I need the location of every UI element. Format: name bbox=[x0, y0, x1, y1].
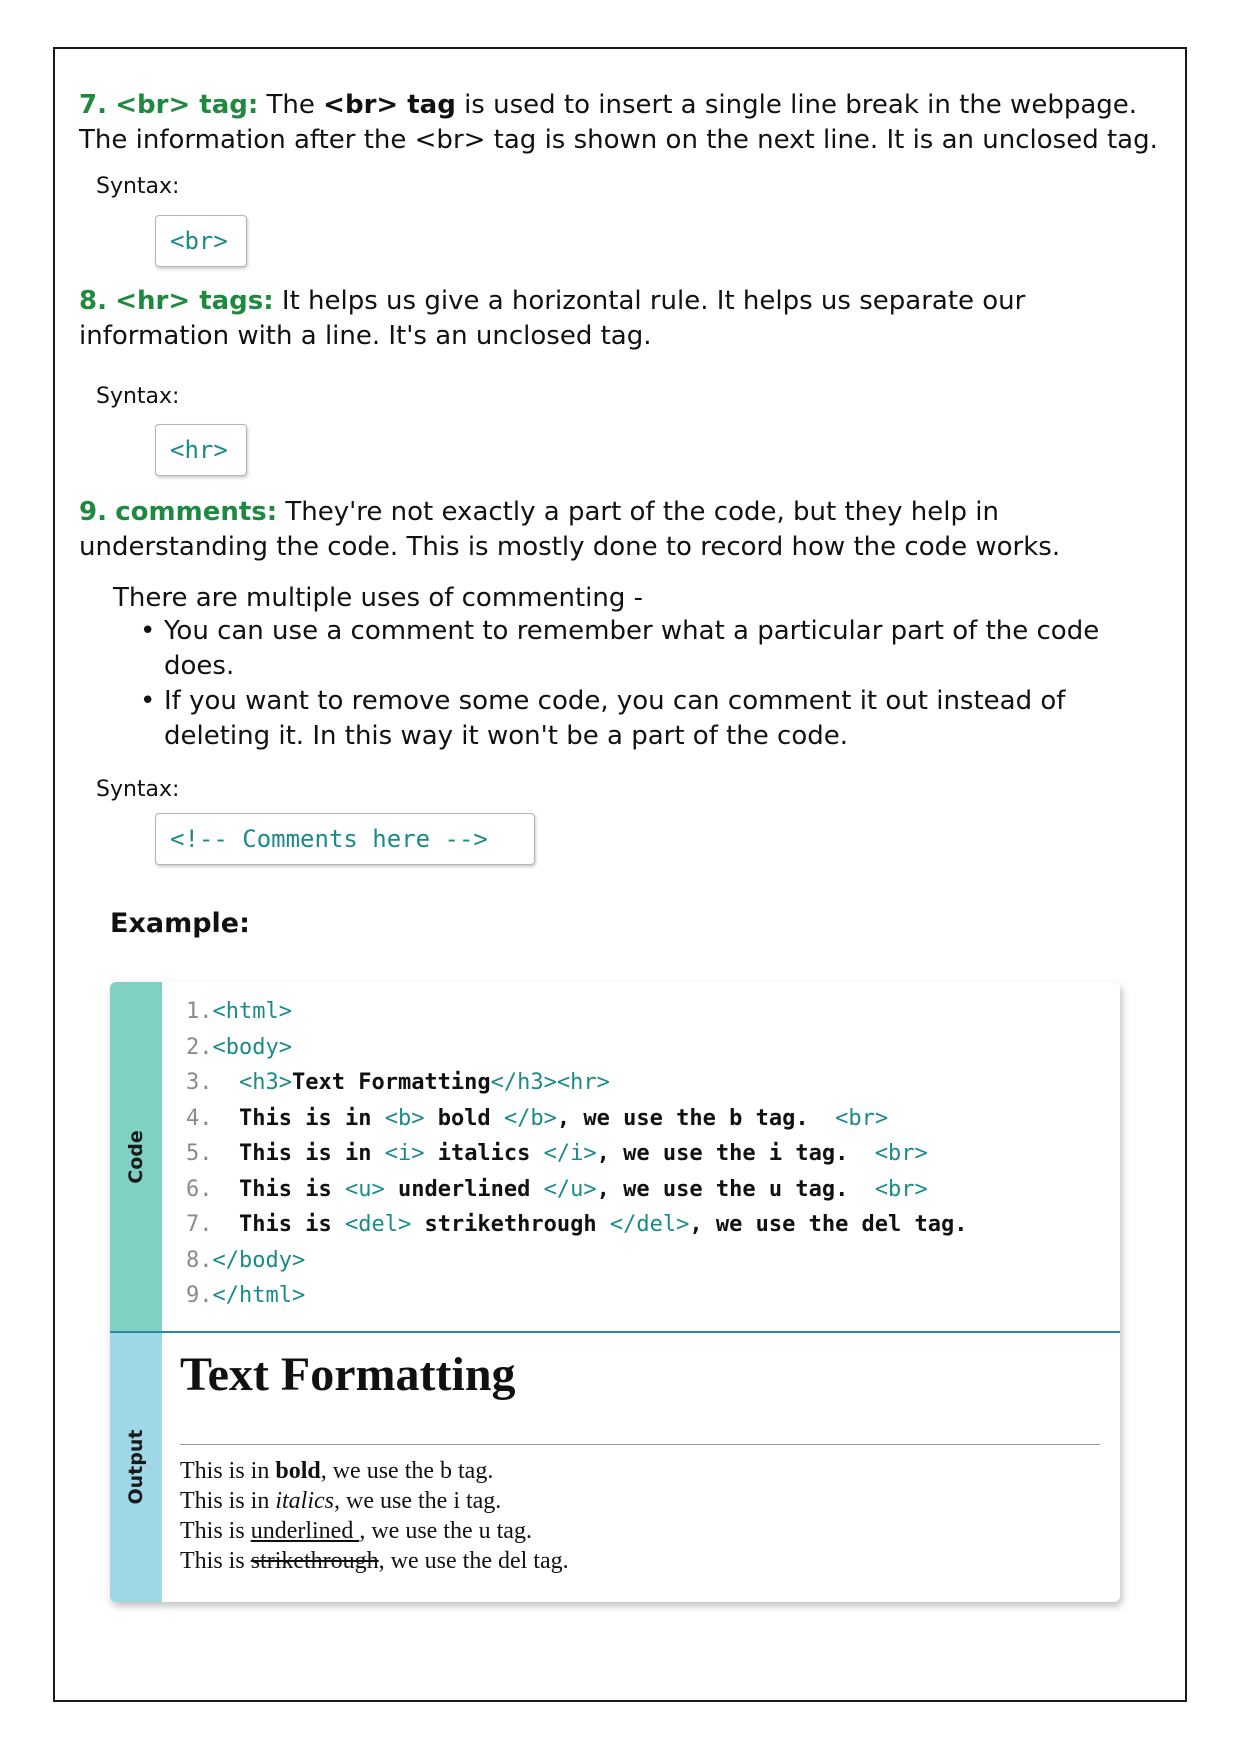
output-text: This is bbox=[180, 1548, 251, 1574]
code-line bbox=[186, 1030, 968, 1066]
line-number: 2. bbox=[186, 1034, 213, 1060]
output-text: , we use the del tag. bbox=[378, 1548, 569, 1574]
html-tag: </del> bbox=[609, 1212, 690, 1237]
code-text: This is bbox=[239, 1212, 345, 1237]
code-text: strikethrough bbox=[411, 1212, 610, 1237]
section-7-paragraph bbox=[79, 88, 1159, 158]
html-tag: <body> bbox=[212, 1034, 292, 1060]
output-line-italic bbox=[180, 1486, 569, 1516]
code-text: underlined bbox=[384, 1176, 544, 1202]
commenting-uses-list bbox=[140, 614, 1160, 754]
section-7-bold-tag: <br> tag bbox=[323, 90, 456, 120]
output-line-underline bbox=[180, 1516, 569, 1546]
code-text: , we use the u tag. bbox=[596, 1176, 875, 1202]
code-text: This is bbox=[239, 1176, 345, 1202]
html-tag: </b> bbox=[503, 1105, 557, 1131]
line-number: 6. bbox=[186, 1176, 213, 1202]
code-tab bbox=[110, 982, 162, 1332]
code-text: , we use the del tag. bbox=[689, 1212, 968, 1237]
output-text: , we use the b tag. bbox=[320, 1458, 494, 1484]
code-line bbox=[186, 1172, 968, 1208]
code-text: italics bbox=[424, 1141, 544, 1166]
html-tag: <u> bbox=[344, 1176, 385, 1202]
section-9-paragraph bbox=[79, 495, 1159, 565]
html-tag: <html> bbox=[212, 999, 292, 1024]
section-9-syntax-label: Syntax: bbox=[96, 777, 180, 802]
output-text: , we use the i tag. bbox=[334, 1488, 502, 1514]
code-line bbox=[186, 1278, 968, 1314]
section-9-text: They're not exactly a part of the code, but they help in understanding the code. This is mostly done to record how the code works. bbox=[79, 497, 1061, 562]
html-tag: </u> bbox=[543, 1176, 597, 1202]
code-text: This is in bbox=[239, 1105, 385, 1131]
section-8-syntax-label: Syntax: bbox=[96, 384, 180, 409]
output-lines bbox=[180, 1456, 569, 1576]
output-text: This is bbox=[180, 1518, 251, 1544]
html-tag: <del> bbox=[344, 1212, 412, 1237]
html-tag: <br> bbox=[874, 1141, 928, 1166]
section-8-paragraph bbox=[79, 284, 1159, 354]
output-text: This is in bbox=[180, 1488, 276, 1514]
line-number: 4. bbox=[186, 1105, 213, 1131]
line-number: 3. bbox=[186, 1070, 213, 1095]
output-tab-label: Output bbox=[125, 1429, 147, 1505]
code-text: , we use the b tag. bbox=[556, 1105, 836, 1131]
section-8-text: It helps us give a horizontal rule. It helps us separate our information with a line. It's an unclosed tag. bbox=[79, 286, 1026, 351]
line-number: 5. bbox=[186, 1141, 213, 1166]
section-9-heading: comments: bbox=[115, 497, 278, 527]
code-text: Text Formatting bbox=[291, 1070, 491, 1095]
list-item: • If you want to remove some code, you can comment it out instead of deleting it. In this way it won't be a part of the code. bbox=[140, 684, 1160, 754]
section-7-syntax-label: Syntax: bbox=[96, 174, 180, 199]
section-7-heading: <br> tag: bbox=[115, 90, 259, 120]
output-title: Text Formatting bbox=[180, 1348, 516, 1401]
section-9-number: 9. bbox=[79, 497, 107, 527]
section-8-heading: <hr> tags: bbox=[115, 286, 274, 316]
section-8-number: 8. bbox=[79, 286, 107, 316]
code-line bbox=[186, 1207, 968, 1243]
comment-syntax-box: <!-- Comments here --> bbox=[155, 813, 535, 865]
output-tab bbox=[110, 1332, 162, 1602]
html-tag: <br> bbox=[835, 1105, 889, 1131]
code-listing bbox=[186, 994, 968, 1314]
section-7-text-2: is used to insert a single line break in the webpage. The information after the <br> tag is shown on the next line. It is an unclosed tag. bbox=[79, 90, 1158, 155]
output-line-bold bbox=[180, 1456, 569, 1486]
code-text: This is in bbox=[239, 1141, 385, 1166]
output-bold-word: bold bbox=[275, 1458, 321, 1484]
code-line bbox=[186, 1101, 968, 1137]
code-line bbox=[186, 1065, 968, 1101]
line-number: 7. bbox=[186, 1212, 213, 1237]
output-horizontal-rule bbox=[180, 1444, 1100, 1445]
html-tag: <b> bbox=[384, 1105, 425, 1131]
html-tag: </html> bbox=[212, 1283, 306, 1308]
line-number: 1. bbox=[186, 999, 213, 1024]
example-heading: Example: bbox=[110, 908, 250, 939]
output-text: This is in bbox=[180, 1458, 276, 1484]
code-line bbox=[186, 1243, 968, 1279]
html-tag: <h3> bbox=[239, 1070, 292, 1095]
line-number: 9. bbox=[186, 1283, 213, 1308]
output-italic-word: italics bbox=[275, 1488, 335, 1514]
output-underlined-word: underlined bbox=[250, 1518, 360, 1544]
html-tag: <i> bbox=[384, 1141, 425, 1166]
line-number: 8. bbox=[186, 1247, 213, 1273]
output-text: , we use the u tag. bbox=[359, 1518, 532, 1544]
code-text: bold bbox=[424, 1105, 504, 1131]
example-panel bbox=[110, 982, 1120, 1602]
code-line bbox=[186, 994, 968, 1030]
html-tag: </h3><hr> bbox=[490, 1070, 610, 1095]
code-text: , we use the i tag. bbox=[596, 1141, 875, 1166]
html-tag: </i> bbox=[543, 1141, 597, 1166]
commenting-uses-intro: There are multiple uses of commenting - bbox=[113, 583, 644, 613]
output-line-strikethrough bbox=[180, 1546, 569, 1576]
html-tag: <br> bbox=[874, 1176, 928, 1202]
section-7-number: 7. bbox=[79, 90, 107, 120]
br-syntax-box: <br> bbox=[155, 215, 247, 267]
hr-syntax-box: <hr> bbox=[155, 424, 247, 476]
output-struck-word: strikethrough bbox=[250, 1548, 379, 1574]
code-tab-label: Code bbox=[125, 1130, 147, 1184]
code-line bbox=[186, 1136, 968, 1172]
html-tag: </body> bbox=[212, 1247, 306, 1273]
code-output-divider bbox=[110, 1331, 1120, 1333]
section-7-text-1: The bbox=[258, 90, 324, 120]
list-item: • You can use a comment to remember what a particular part of the code does. bbox=[140, 614, 1160, 684]
